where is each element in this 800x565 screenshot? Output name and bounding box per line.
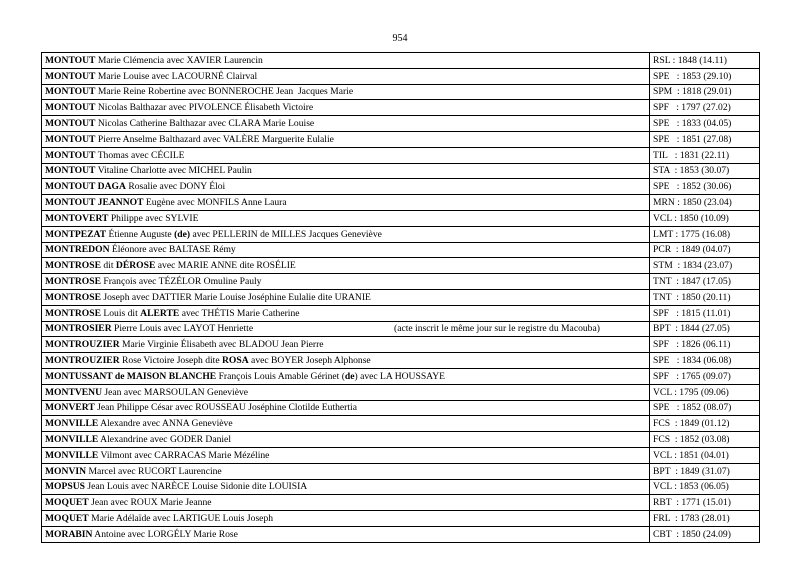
entry-details: Philippe avec SYLVIE <box>108 212 199 224</box>
entry-details: Vitaline Charlotte avec MICHEL Paulin <box>95 165 252 177</box>
entry-cell <box>42 242 650 258</box>
entry-details: Vilmont avec CARRACAS Marie Mézéline <box>98 449 270 461</box>
entry-surname: MOQUET <box>45 513 89 524</box>
entry-cell <box>42 368 650 384</box>
entry-surname: MONTPEZAT <box>45 228 107 240</box>
entry-reference: BPT : 1844 (27.05) <box>650 321 760 337</box>
entry-cell <box>42 195 650 211</box>
entry-surname: MONTROSE <box>45 276 101 288</box>
entry-cell <box>42 84 650 100</box>
entry-surname: MONTOUT <box>45 102 96 114</box>
entry-details: Marie Virginie Élisabeth avec BLADOU Jean Pierre <box>119 339 324 351</box>
entry-reference: MRN : 1850 (23.04) <box>650 195 760 211</box>
entry-details: Antoine avec LORGÉLY Marie Rose <box>92 528 238 540</box>
entry-cell <box>42 131 650 147</box>
entry-surname: MONVIN <box>45 465 87 477</box>
entry-surname: MONTROUZIER <box>45 355 120 367</box>
entry-alias: DÉROSE <box>115 260 156 272</box>
entry-cell <box>42 447 650 463</box>
entry-details: Marie Clémencia avec XAVIER Laurencin <box>95 54 263 66</box>
entry-cell <box>42 226 650 242</box>
table-row <box>42 147 760 163</box>
entry-reference: FCS : 1852 (03.08) <box>650 432 760 448</box>
entry-details: Marie Reine Robertine avec BONNEROCHE Jean Jacques Marie <box>95 86 354 98</box>
entry-cell <box>42 274 650 290</box>
entry-details: Jean Louis avec NARÈCE Louise Sidonie dite LOUISIA <box>84 481 308 493</box>
entry-reference: SPF : 1826 (06.11) <box>650 337 760 353</box>
entry-cell <box>42 416 650 432</box>
table-row <box>42 337 760 353</box>
entry-cell <box>42 179 650 195</box>
entry-surname: MONTROSE <box>45 307 101 319</box>
entry-reference: VCL : 1795 (09.06) <box>650 384 760 400</box>
entry-surname: MONVERT <box>45 402 95 414</box>
entry-details: Alexandrine avec GODER Daniel <box>98 434 231 446</box>
entry-details: Nicolas Balthazar avec PIVOLENCE Élisabeth Victoire <box>95 102 314 114</box>
entry-details: Pierre Anselme Balthazard avec VALÈRE Marguerite Eulalie <box>95 133 334 145</box>
entry-reference: RSL : 1848 (14.11) <box>650 53 760 69</box>
entry-surname: MONTOUT DAGA <box>45 181 126 193</box>
entry-cell <box>42 479 650 495</box>
entry-reference: TNT : 1847 (17.05) <box>650 274 760 290</box>
table-row <box>42 226 760 242</box>
entry-surname: MONTOUT <box>45 86 96 98</box>
entry-details-continued: avec THÉTIS Marie Catherine <box>179 307 300 319</box>
table-row <box>42 53 760 69</box>
entry-surname: MOQUET <box>45 497 89 509</box>
entry-cell <box>42 289 650 305</box>
entry-details: François avec TÉZÉLOR Omuline Pauly <box>100 276 262 288</box>
entry-surname: MONTROSE <box>45 291 101 303</box>
entry-cell <box>42 116 650 132</box>
table-row <box>42 384 760 400</box>
entry-details: Jean avec ROUX Marie Jeanne <box>88 497 212 509</box>
entry-cell <box>42 400 650 416</box>
table-row <box>42 479 760 495</box>
entry-cell <box>42 163 650 179</box>
entry-reference: SPF : 1797 (27.02) <box>650 100 760 116</box>
entry-surname: MONTOUT <box>45 54 96 66</box>
entry-cell <box>42 353 650 369</box>
entry-reference: SPE : 1834 (06.08) <box>650 353 760 369</box>
entry-note: (acte inscrit le même jour sur le registre du Macouba) <box>394 322 600 334</box>
table-row <box>42 400 760 416</box>
entry-details: Étienne Auguste <box>106 228 175 240</box>
entry-details: Pierre Louis avec LAYOT Henriette <box>111 323 254 335</box>
entry-alias: ROSA <box>222 355 249 367</box>
entry-cell <box>42 68 650 84</box>
marriage-register-table <box>41 52 760 543</box>
table-row <box>42 179 760 195</box>
entry-cell <box>42 526 650 542</box>
page-number: 954 <box>392 33 408 44</box>
entry-details: Marie Adélaïde avec LARTIGUE Louis Joseph <box>88 513 274 524</box>
entry-reference: FCS : 1849 (01.12) <box>650 416 760 432</box>
entry-details: Éléonore avec BALTASE Rémy <box>109 244 236 256</box>
entry-cell <box>42 210 650 226</box>
entry-reference: VCL : 1853 (06.05) <box>650 479 760 495</box>
entry-alias: (de) <box>174 228 191 240</box>
entry-details-continued: avec MARIE ANNE dite ROSÉLIE <box>155 260 296 272</box>
entry-cell <box>42 511 650 527</box>
entry-details: Louis dit <box>100 307 141 319</box>
entry-surname: MONTOUT <box>45 133 96 145</box>
entry-details: Eugène avec MONFILS Anne Laura <box>143 197 287 209</box>
entry-reference: RBT : 1771 (15.01) <box>650 495 760 511</box>
entry-details-continued: avec BOYER Joseph Alphonse <box>248 355 371 367</box>
entry-reference: SPM : 1818 (29.01) <box>650 84 760 100</box>
entry-surname: MONTREDON <box>45 244 110 256</box>
table-row <box>42 84 760 100</box>
entry-surname: MONTOUT <box>45 149 96 161</box>
table-row <box>42 258 760 274</box>
table-row <box>42 353 760 369</box>
entry-reference: SPE : 1852 (30.06) <box>650 179 760 195</box>
entry-surname: MONTOUT <box>45 70 96 82</box>
entry-details: Rosalie avec DONY Éloi <box>125 181 226 193</box>
entry-reference: TIL : 1831 (22.11) <box>650 147 760 163</box>
entry-reference: STM : 1834 (23.07) <box>650 258 760 274</box>
entry-details: Marie Louise avec LACOURNÉ Clairval <box>95 70 258 82</box>
entry-reference: CBT : 1850 (24.09) <box>650 526 760 542</box>
entry-details: Jean avec MARSOULAN Geneviève <box>102 386 249 398</box>
entry-cell <box>42 337 650 353</box>
table-row <box>42 321 760 337</box>
entry-details: Marcel avec RUCORT Laurencine <box>86 465 222 477</box>
entry-reference: SPF : 1765 (09.07) <box>650 368 760 384</box>
entry-details-continued: ) avec LA HOUSSAYE <box>354 370 445 382</box>
entry-surname: MONTOVERT <box>45 212 109 224</box>
table-row <box>42 289 760 305</box>
entry-details: Thomas avec CÉCILE <box>95 149 185 161</box>
entry-surname: MONTOUT <box>45 165 96 177</box>
table-row <box>42 163 760 179</box>
entry-details: dit <box>100 260 116 272</box>
table-row <box>42 416 760 432</box>
entry-reference: PCR : 1849 (04.07) <box>650 242 760 258</box>
table-row <box>42 68 760 84</box>
entry-surname: MONTROSIER <box>45 323 112 335</box>
entry-surname: MONTVENU <box>45 386 103 398</box>
register-body <box>42 53 760 543</box>
entry-surname: MONTROUZIER <box>45 339 120 351</box>
entry-cell <box>42 432 650 448</box>
table-row <box>42 131 760 147</box>
entry-details: Nicolas Catherine Balthazar avec CLARA Marie Louise <box>95 118 315 130</box>
table-row <box>42 305 760 321</box>
entry-surname: MONVILLE <box>45 449 99 461</box>
entry-reference: STA : 1853 (30.07) <box>650 163 760 179</box>
entry-surname: MONTOUT JEANNOT <box>45 197 144 209</box>
entry-surname: MONTROSE <box>45 260 101 272</box>
entry-details: François Louis Amable Gérinet ( <box>216 370 345 382</box>
entry-surname: MONTUSSANT de MAISON BLANCHE <box>45 370 217 382</box>
entry-details-continued: avec PELLERIN de MILLES Jacques Geneviève <box>190 228 382 240</box>
entry-cell <box>42 321 650 337</box>
entry-cell <box>42 495 650 511</box>
table-row <box>42 274 760 290</box>
entry-reference: SPE : 1852 (08.07) <box>650 400 760 416</box>
entry-alias: de <box>344 370 355 382</box>
entry-reference: SPE : 1851 (27.08) <box>650 131 760 147</box>
entry-details: Jean Philippe César avec ROUSSEAU Joséphine Clotilde Euthertia <box>94 402 357 414</box>
entry-cell <box>42 463 650 479</box>
table-row <box>42 526 760 542</box>
entry-details: Rose Victoire Joseph dite <box>119 355 222 367</box>
entry-reference: FRL : 1783 (28.01) <box>650 511 760 527</box>
table-row <box>42 432 760 448</box>
entry-surname: MOPSUS <box>45 481 85 493</box>
entry-cell <box>42 258 650 274</box>
entry-cell <box>42 147 650 163</box>
entry-cell <box>42 384 650 400</box>
entry-cell <box>42 100 650 116</box>
entry-reference: TNT : 1850 (20.11) <box>650 289 760 305</box>
entry-reference: LMT : 1775 (16.08) <box>650 226 760 242</box>
entry-reference: SPF : 1815 (11.01) <box>650 305 760 321</box>
table-row <box>42 100 760 116</box>
table-row <box>42 242 760 258</box>
entry-surname: MORABIN <box>45 528 93 540</box>
entry-surname: MONVILLE <box>45 418 99 430</box>
entry-reference: VCL : 1851 (04.01) <box>650 447 760 463</box>
table-row <box>42 511 760 527</box>
entry-cell <box>42 305 650 321</box>
entry-reference: BPT : 1849 (31.07) <box>650 463 760 479</box>
entry-reference: SPE : 1833 (04.05) <box>650 116 760 132</box>
entry-cell <box>42 53 650 69</box>
entry-details: Alexandre avec ANNA Geneviève <box>98 418 233 430</box>
table-row <box>42 368 760 384</box>
entry-reference: VCL : 1850 (10.09) <box>650 210 760 226</box>
entry-surname: MONTOUT <box>45 118 96 130</box>
table-row <box>42 447 760 463</box>
entry-reference: SPE : 1853 (29.10) <box>650 68 760 84</box>
entry-details: Joseph avec DATTIER Marie Louise Joséphine Eulalie dite URANIE <box>100 291 371 303</box>
entry-alias: ALERTE <box>140 307 180 319</box>
table-row <box>42 116 760 132</box>
table-row <box>42 195 760 211</box>
entry-surname: MONVILLE <box>45 434 99 446</box>
table-row <box>42 463 760 479</box>
table-row <box>42 495 760 511</box>
table-row <box>42 210 760 226</box>
